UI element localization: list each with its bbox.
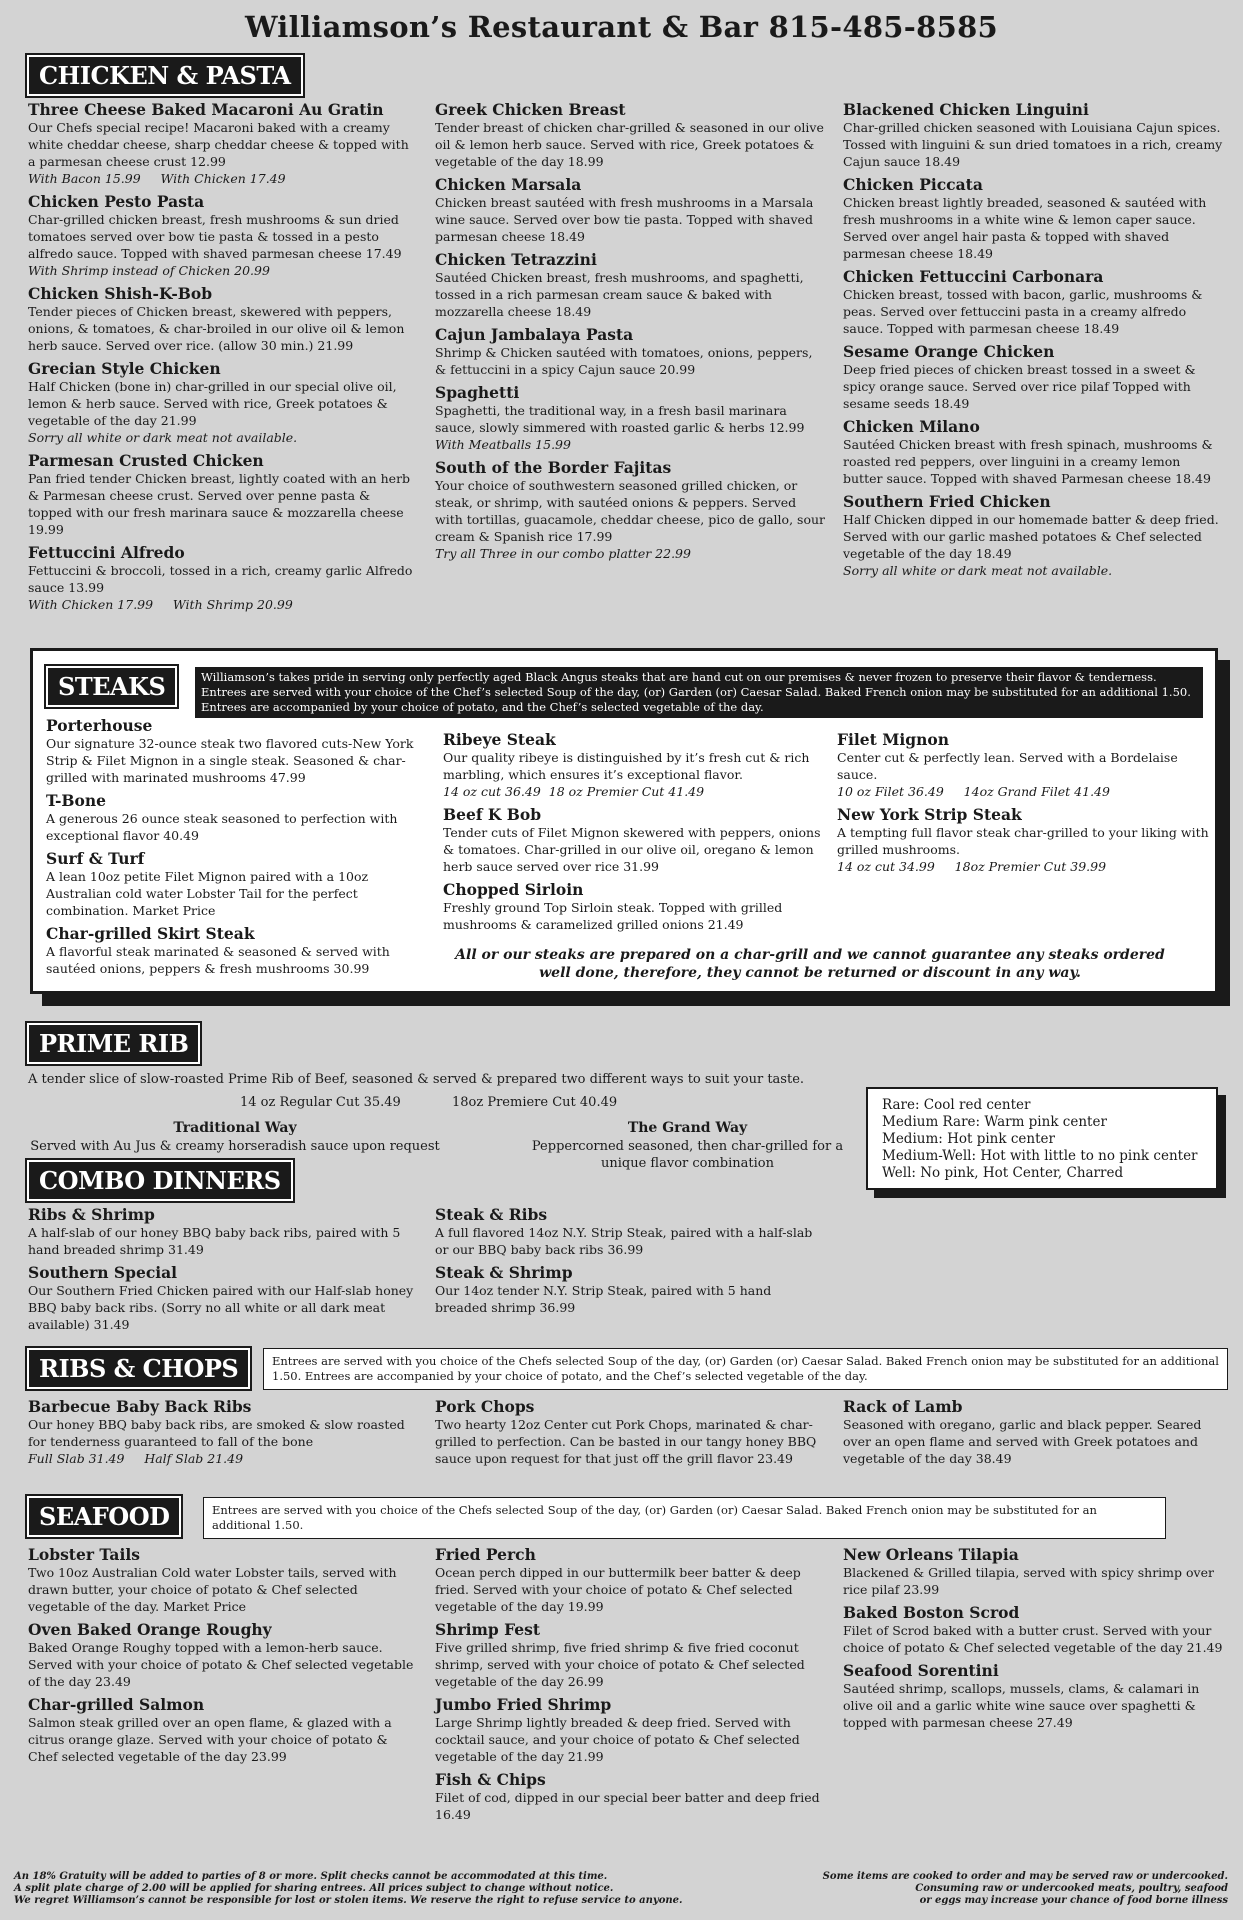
menu-item-description: Seasoned with oregano, garlic and black pepper. Seared over an open flame and served with Greek potatoes and vegetable of the day 38.49 (843, 1417, 1202, 1466)
steaks-col-3 (837, 730, 1212, 880)
menu-item-description: Half Chicken dipped in our homemade batter & deep fried. Served with our garlic mashed potatoes & Chef selected vegetable of the day 18.49 (843, 512, 1219, 561)
prime-rib-regular-cut: 14 oz Regular Cut 35.49 (240, 1095, 401, 1110)
menu-item (46, 791, 436, 844)
menu-item-description: Our signature 32-ounce steak two flavored cuts-New York Strip & Filet Mignon in a single steak. Seasoned & char-grilled with marinated mushrooms 47.99 (46, 736, 414, 785)
text-line: Well: No pink, Hot Center, Charred (882, 1165, 1124, 1181)
menu-item (435, 1620, 825, 1690)
menu-item (435, 458, 825, 562)
text-line: Consuming raw or undercooked meats, poultry, seafood (915, 1883, 1228, 1894)
ribs-col-2 (435, 1397, 825, 1472)
menu-item-name: Baked Boston Scrod (843, 1603, 1020, 1622)
menu-item-name: Southern Fried Chicken (843, 492, 1051, 511)
text-line: or eggs may increase your chance of food borne illness (919, 1895, 1228, 1906)
grand-way-desc: Peppercorned seasoned, then char-grilled for a unique flavor combination (531, 1139, 844, 1171)
menu-item-name: Sesame Orange Chicken (843, 342, 1055, 361)
menu-item (46, 924, 436, 977)
menu-item-name: Fish & Chips (435, 1770, 546, 1789)
menu-item-description: Freshly ground Top Sirloin steak. Topped with grilled mushrooms & caramelized grilled onions 21.49 (443, 900, 783, 932)
menu-item (443, 880, 828, 933)
menu-item (46, 849, 436, 919)
menu-item-name: South of the Border Fajitas (435, 458, 672, 477)
chicken-pasta-col-1 (28, 100, 418, 618)
menu-item (843, 100, 1223, 170)
menu-item (843, 267, 1223, 337)
menu-item-name: Ribeye Steak (443, 730, 556, 749)
prime-rib-grand (520, 1119, 855, 1172)
menu-item-note: Sorry all white or dark meat not available. (28, 430, 298, 445)
menu-item-note: 14 oz cut 34.99 18oz Premier Cut 39.99 (837, 859, 1107, 874)
menu-item (435, 250, 825, 320)
menu-item-note: Full Slab 31.49 Half Slab 21.49 (28, 1451, 244, 1466)
menu-item-description: Tender pieces of Chicken breast, skewered with peppers, onions, & tomatoes, & char-broiled in our olive oil & lemon herb sauce. Served over rice. (allow 30 min.) 21.99 (28, 304, 405, 353)
ribs-col-3 (843, 1397, 1223, 1472)
menu-item-name: T-Bone (46, 791, 106, 810)
menu-item (443, 805, 828, 875)
menu-item (435, 1205, 825, 1258)
menu-item-name: Ribs & Shrimp (28, 1205, 155, 1224)
menu-item (28, 1695, 418, 1765)
text-line: An 18% Gratuity will be added to parties of 8 or more. Split checks cannot be accommodated at this time. (14, 1871, 608, 1882)
ribs-col-1 (28, 1397, 418, 1472)
menu-item-description: A generous 26 ounce steak seasoned to perfection with exceptional flavor 40.49 (46, 811, 398, 843)
menu-item-name: Three Cheese Baked Macaroni Au Gratin (28, 100, 384, 119)
menu-item-description: Your choice of southwestern seasoned grilled chicken, or steak, or shrimp, with sautéed onions & peppers. Served with tortillas, guacamole, cheddar cheese, pico de gallo, sour cream & Spanish rice 17.99 (435, 478, 825, 544)
menu-item-description: Blackened & Grilled tilapia, served with spicy shrimp over rice pilaf 23.99 (843, 1565, 1214, 1597)
menu-item (843, 1397, 1223, 1467)
text-line: Medium: Hot pink center (882, 1131, 1055, 1147)
steaks-disclaimer: All or our steaks are prepared on a char-grill and we cannot guarantee any steaks ordered well done, therefore, they cannot be returned or discount in any way. (455, 947, 1165, 981)
menu-item-note: With Chicken 17.99 With Shrimp 20.99 (28, 597, 293, 612)
menu-item (28, 1205, 418, 1258)
prime-rib-premiere-cut: 18oz Premiere Cut 40.49 (452, 1095, 618, 1110)
chicken-pasta-col-2 (435, 100, 825, 567)
menu-item-description: Sautéed shrimp, scallops, mussels, clams, & calamari in olive oil and a garlic white wine sauce over spaghetti & topped with parmesan cheese 27.49 (843, 1681, 1200, 1730)
menu-item-name: Lobster Tails (28, 1545, 140, 1564)
menu-item (435, 100, 825, 170)
menu-item (28, 192, 418, 279)
menu-item (435, 383, 825, 453)
menu-item-description: Large Shrimp lightly breaded & deep fried. Served with cocktail sauce, and your choice of potato & Chef selected vegetable of the day 21.99 (435, 1715, 800, 1764)
menu-item (28, 100, 418, 187)
menu-item-name: Cajun Jambalaya Pasta (435, 325, 634, 344)
menu-item-description: A full flavored 14oz N.Y. Strip Steak, paired with a half-slab or our BBQ baby back ribs 36.99 (435, 1225, 813, 1257)
combo-col-1 (28, 1205, 418, 1338)
menu-item-name: Chicken Piccata (843, 175, 983, 194)
steaks-intro: Williamson’s takes pride in serving only perfectly aged Black Angus steaks that are hand cut on our premises & never frozen to preserve their flavor & tenderness. Entrees are served with your choice of the Chef’s selected Soup of the day, (or) Garden (or) Caesar Salad. Baked French onion may be substituted for an additional 1.50. Entrees are accompanied by your choice of potato, and the Chef’s selected vegetable of the day. (195, 667, 1203, 718)
page-title: Williamson’s Restaurant & Bar 815-485-8585 (244, 10, 999, 44)
prime-rib-traditional (20, 1119, 450, 1155)
menu-item-description: A flavorful steak marinated & seasoned & served with sautéed onions, peppers & fresh mushrooms 30.99 (46, 944, 390, 976)
menu-item (443, 730, 828, 800)
menu-item-name: Fettuccini Alfredo (28, 543, 185, 562)
menu-item-name: Pork Chops (435, 1397, 535, 1416)
menu-item-description: A lean 10oz petite Filet Mignon paired with a 10oz Australian cold water Lobster Tail for the perfect combination. Market Price (46, 869, 369, 918)
menu-item-name: Chopped Sirloin (443, 880, 584, 899)
menu-item (435, 1263, 825, 1316)
combo-col-2 (435, 1205, 825, 1321)
menu-item (28, 1397, 418, 1467)
menu-item-description: Char-grilled chicken breast, fresh mushrooms & sun dried tomatoes served over bow tie pasta & tossed in a pesto alfredo sauce. Topped with shaved parmesan cheese 17.49 (28, 212, 402, 261)
seafood-col-3 (843, 1545, 1223, 1736)
menu-item-note: Sorry all white or dark meat not available. (843, 563, 1113, 578)
menu-item (435, 325, 825, 378)
text-line: Some items are cooked to order and may be served raw or undercooked. (822, 1871, 1228, 1882)
menu-item (843, 417, 1223, 487)
menu-item (837, 730, 1212, 800)
menu-item-description: Our honey BBQ baby back ribs, are smoked & slow roasted for tenderness guaranteed to fall of the bone (28, 1417, 405, 1449)
menu-item (28, 359, 418, 446)
menu-item-name: Blackened Chicken Linguini (843, 100, 1089, 119)
menu-item (28, 1620, 418, 1690)
menu-item (843, 175, 1223, 262)
menu-item (28, 451, 418, 538)
menu-item-name: Parmesan Crusted Chicken (28, 451, 264, 470)
menu-item-note: With Shrimp instead of Chicken 20.99 (28, 263, 270, 278)
menu-item-name: Surf & Turf (46, 849, 145, 868)
menu-item-description: Shrimp & Chicken sautéed with tomatoes, onions, peppers, & fettuccini in a spicy Cajun sauce 20.99 (435, 345, 813, 377)
menu-item (435, 175, 825, 245)
text-line: Medium-Well: Hot with little to no pink center (882, 1148, 1198, 1164)
menu-item-note: 10 oz Filet 36.49 14oz Grand Filet 41.49 (837, 784, 1110, 799)
menu-item-description: Half Chicken (bone in) char-grilled in our special olive oil, lemon & herb sauce. Served with rice, Greek potatoes & vegetable of the day 21.99 (28, 379, 397, 428)
menu-item-description: Tender cuts of Filet Mignon skewered with peppers, onions & tomatoes. Char-grilled in our olive oil, oregano & lemon herb sauce served over rice 31.99 (443, 825, 821, 874)
menu-item-name: Chicken Milano (843, 417, 980, 436)
menu-item (28, 543, 418, 613)
combo-dinners-heading: COMBO DINNERS (27, 1160, 293, 1201)
menu-item-description: A tempting full flavor steak char-grilled to your liking with grilled mushrooms. (837, 825, 1209, 857)
menu-item-name: Grecian Style Chicken (28, 359, 221, 378)
menu-item (843, 1603, 1223, 1656)
menu-item-name: Barbecue Baby Back Ribs (28, 1397, 252, 1416)
menu-item-description: Tender breast of chicken char-grilled & seasoned in our olive oil & lemon herb sauce. Served with rice, Greek potatoes & vegetable of the day 18.99 (435, 120, 824, 169)
menu-item-name: Chicken Marsala (435, 175, 582, 194)
menu-item (46, 716, 436, 786)
chicken-pasta-heading: CHICKEN & PASTA (27, 55, 303, 96)
menu-item-name: Chicken Tetrazzini (435, 250, 597, 269)
doneness-guide (866, 1087, 1218, 1190)
traditional-way-title: Traditional Way (173, 1120, 297, 1136)
menu-item (843, 342, 1223, 412)
menu-item (837, 805, 1212, 875)
menu-item-description: Our 14oz tender N.Y. Strip Steak, paired with 5 hand breaded shrimp 36.99 (435, 1283, 772, 1315)
menu-item-name: Porterhouse (46, 716, 153, 735)
menu-item-name: Steak & Shrimp (435, 1263, 573, 1282)
grand-way-title: The Grand Way (627, 1120, 748, 1136)
menu-item (28, 1545, 418, 1615)
menu-item-name: Oven Baked Orange Roughy (28, 1620, 272, 1639)
menu-item-description: Fettuccini & broccoli, tossed in a rich, creamy garlic Alfredo sauce 13.99 (28, 563, 413, 595)
menu-item-name: Filet Mignon (837, 730, 949, 749)
menu-item-name: Chicken Shish-K-Bob (28, 284, 213, 303)
menu-item-description: Filet of cod, dipped in our special beer batter and deep fried 16.49 (435, 1790, 820, 1822)
text-line: Medium Rare: Warm pink center (882, 1114, 1107, 1130)
steaks-col-2 (443, 730, 828, 938)
menu-item-description: Ocean perch dipped in our buttermilk beer batter & deep fried. Served with your choice of potato & Chef selected vegetable of the day 19.99 (435, 1565, 801, 1614)
menu-item (435, 1695, 825, 1765)
menu-item-description: Sautéed Chicken breast, fresh mushrooms, and spaghetti, tossed in a rich parmesan cream sauce & baked with mozzarella cheese 18.49 (435, 270, 804, 319)
menu-item-description: Chicken breast sautéed with fresh mushrooms in a Marsala wine sauce. Served over bow tie pasta. Topped with shaved parmesan cheese 18.49 (435, 195, 814, 244)
menu-item-description: Chicken breast lightly breaded, seasoned & sautéed with fresh mushrooms in a white wine & lemon caper sauce. Served over angel hair pasta & topped with shaved parmesan cheese 18.49 (843, 195, 1207, 261)
text-line: A split plate charge of 2.00 will be applied for sharing entrees. All prices subject to change without notice. (14, 1883, 614, 1894)
traditional-way-desc: Served with Au Jus & creamy horseradish sauce upon request (30, 1139, 440, 1154)
menu-item-description: Our quality ribeye is distinguished by it’s fresh cut & rich marbling, which ensures it’s exceptional flavor. (443, 750, 810, 782)
prime-rib-heading: PRIME RIB (27, 1023, 200, 1064)
menu-item-description: Char-grilled chicken seasoned with Louisiana Cajun spices. Tossed with linguini & sun dried tomatoes in a rich, creamy Cajun sauce 18.49 (843, 120, 1223, 169)
menu-item (435, 1770, 825, 1823)
menu-item-description: Baked Orange Roughy topped with a lemon-herb sauce. Served with your choice of potato & Chef selected vegetable of the day 23.49 (28, 1640, 414, 1689)
menu-item-description: Chicken breast, tossed with bacon, garlic, mushrooms & peas. Served over fettuccini pasta in a creamy alfredo sauce. Topped with parmesan cheese 18.49 (843, 287, 1203, 336)
menu-item (435, 1545, 825, 1615)
menu-item-note: With Bacon 15.99 With Chicken 17.49 (28, 171, 286, 186)
text-line: We regret Williamson’s cannot be responsible for lost or stolen items. We reserve the right to refuse service to anyone. (14, 1895, 683, 1906)
menu-item-description: Center cut & perfectly lean. Served with a Bordelaise sauce. (837, 750, 1178, 782)
seafood-col-1 (28, 1545, 418, 1770)
menu-item-name: Rack of Lamb (843, 1397, 963, 1416)
menu-item-name: Southern Special (28, 1263, 178, 1282)
menu-item-note: With Meatballs 15.99 (435, 437, 571, 452)
prime-rib-description: A tender slice of slow-roasted Prime Rib of Beef, seasoned & served & prepared two different ways to suit your taste. (28, 1072, 805, 1087)
steaks-col-1 (46, 716, 436, 982)
menu-item-note: 14 oz cut 36.49 18 oz Premier Cut 41.49 (443, 784, 705, 799)
footer-left (14, 1871, 774, 1907)
menu-item (28, 1263, 418, 1333)
menu-item-description: Five grilled shrimp, five fried shrimp & five fried coconut shrimp, served with your choice of potato & Chef selected vegetable of the day 26.99 (435, 1640, 805, 1689)
seafood-intro: Entrees are served with you choice of the Chefs selected Soup of the day, (or) Garden (or) Caesar Salad. Baked French onion may be substituted for an additional 1.50. (203, 1497, 1166, 1539)
menu-item-name: New Orleans Tilapia (843, 1545, 1019, 1564)
steaks-heading: STEAKS (46, 666, 177, 707)
menu-item-description: A half-slab of our honey BBQ baby back ribs, paired with 5 hand breaded shrimp 31.49 (28, 1225, 401, 1257)
menu-item-description: Two 10oz Australian Cold water Lobster tails, served with drawn butter, your choice of potato & Chef selected vegetable of the day. Market Price (28, 1565, 397, 1614)
menu-item-description: Our Southern Fried Chicken paired with our Half-slab honey BBQ baby back ribs. (Sorry no all white or all dark meat available) 31.49 (28, 1283, 414, 1332)
menu-item-name: Steak & Ribs (435, 1205, 548, 1224)
menu-item-note: Try all Three in our combo platter 22.99 (435, 546, 691, 561)
ribs-chops-heading: RIBS & CHOPS (27, 1348, 250, 1389)
menu-item-name: Greek Chicken Breast (435, 100, 626, 119)
menu-item-description: Pan fried tender Chicken breast, lightly coated with an herb & Parmesan cheese crust. Served over penne pasta & topped with our fresh marinara sauce & mozzarella cheese 19.99 (28, 471, 411, 537)
seafood-heading: SEAFOOD (27, 1496, 181, 1537)
menu-item-description: Two hearty 12oz Center cut Pork Chops, marinated & char-grilled to perfection. Can be basted in our tangy honey BBQ sauce upon request for that just off the grill flavor 23.49 (435, 1417, 817, 1466)
menu-item (435, 1397, 825, 1467)
menu-item-description: Our Chefs special recipe! Macaroni baked with a creamy white cheddar cheese, sharp cheddar cheese & topped with a parmesan cheese crust 12.99 (28, 120, 409, 169)
ribs-chops-intro: Entrees are served with you choice of the Chefs selected Soup of the day, (or) Garden (or) Caesar Salad. Baked French onion may be substituted for an additional 1.50. Entrees are accompanied by your choice of potato, and the Chef’s selected vegetable of the day. (263, 1348, 1228, 1390)
menu-item-name: Char-grilled Skirt Steak (46, 924, 255, 943)
menu-item-description: Deep fried pieces of chicken breast tossed in a sweet & spicy orange sauce. Served over rice pilaf Topped with sesame seeds 18.49 (843, 362, 1196, 411)
menu-item (843, 1545, 1223, 1598)
footer-right (740, 1871, 1228, 1907)
chicken-pasta-col-3 (843, 100, 1223, 584)
menu-item-name: Chicken Pesto Pasta (28, 192, 205, 211)
menu-item-name: Chicken Fettuccini Carbonara (843, 267, 1104, 286)
menu-item-description: Filet of Scrod baked with a butter crust. Served with your choice of potato & Chef selected vegetable of the day 21.49 (843, 1623, 1223, 1655)
text-line: Rare: Cool red center (882, 1097, 1031, 1113)
menu-item-name: Spaghetti (435, 383, 520, 402)
menu-item (843, 1661, 1223, 1731)
menu-item-name: Jumbo Fried Shrimp (435, 1695, 612, 1714)
menu-item-name: Char-grilled Salmon (28, 1695, 205, 1714)
menu-item-description: Salmon steak grilled over an open flame, & glazed with a citrus orange glaze. Served with your choice of potato & Chef selected vegetable of the day 23.99 (28, 1715, 392, 1764)
seafood-col-2 (435, 1545, 825, 1828)
menu-item-name: New York Strip Steak (837, 805, 1022, 824)
menu-item-name: Fried Perch (435, 1545, 536, 1564)
menu-item-name: Shrimp Fest (435, 1620, 541, 1639)
menu-item-description: Spaghetti, the traditional way, in a fresh basil marinara sauce, slowly simmered with roasted garlic & herbs 12.99 (435, 403, 805, 435)
menu-item-name: Seafood Sorentini (843, 1661, 999, 1680)
menu-item (28, 284, 418, 354)
menu-item-name: Beef K Bob (443, 805, 542, 824)
menu-item-description: Sautéed Chicken breast with fresh spinach, mushrooms & roasted red peppers, over linguini in a creamy lemon butter sauce. Topped with shaved Parmesan cheese 18.49 (843, 437, 1213, 486)
menu-item (843, 492, 1223, 579)
